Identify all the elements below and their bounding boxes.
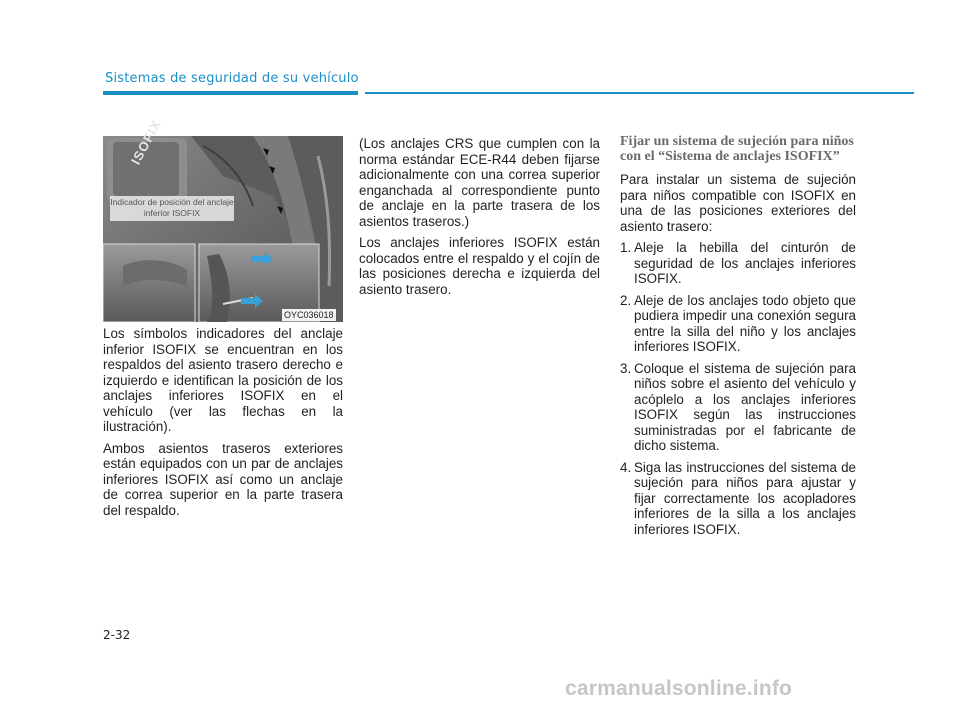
figure-callout: Indicador de posición del anclaje inferior ISOFIX bbox=[110, 196, 234, 221]
watermark: carmanualsonline.info bbox=[565, 677, 793, 700]
section-title: Sistemas de seguridad de su vehículo bbox=[105, 71, 359, 86]
step-number: 4. bbox=[620, 459, 632, 475]
step-number: 1. bbox=[620, 240, 632, 255]
step-item bbox=[620, 240, 856, 287]
paragraph: Los símbolos indicadores del anclaje inferior ISOFIX se encuentran en los respaldos del asiento trasero derecho e izquierdo e identifican la posición de los anclajes inferiores ISOFIX en el vehículo (ver las flechas en la ilustración). bbox=[103, 326, 343, 434]
instruction-steps bbox=[620, 240, 856, 537]
step-item bbox=[620, 361, 856, 454]
step-item bbox=[620, 293, 856, 355]
step-number: 2. bbox=[620, 292, 632, 308]
paragraph: Los anclajes inferiores ISOFIX están colocados entre el respaldo y el cojín de las posiciones derecha e izquierda del asiento trasero. bbox=[359, 235, 600, 297]
step-item bbox=[620, 460, 856, 538]
paragraph: (Los anclajes CRS que cumplen con la norma estándar ECE-R44 deben fijarse adicionalmente con una correa superior enganchada al correspondiente punto de anclaje en la parte trasera de los asientos traseros.) bbox=[359, 136, 600, 229]
column-1 bbox=[103, 326, 343, 524]
step-text: Aleje de los anclajes todo objeto que pudiera impedir una conexión segura entre la silla del niño y los anclajes inferiores ISOFIX. bbox=[634, 292, 856, 354]
step-text: Siga las instrucciones del sistema de sujeción para niños para ajustar y fijar correctamente los acopladores inferiores de la silla a los anclajes inferiores ISOFIX. bbox=[634, 459, 856, 537]
figure-code: OYC036018 bbox=[284, 310, 334, 320]
header-rule-thick bbox=[103, 91, 358, 95]
intro-paragraph: Para instalar un sistema de sujeción para niños compatible con ISOFIX en una de las posiciones exteriores del asiento trasero: bbox=[620, 172, 856, 234]
paragraph: Ambos asientos traseros exteriores están equipados con un par de anclajes inferiores ISOFIX así como un anclaje de correa superior en la parte trasera del respaldo. bbox=[103, 440, 343, 518]
step-text: Aleje la hebilla del cinturón de seguridad de los anclajes inferiores ISOFIX. bbox=[634, 240, 856, 286]
column-2 bbox=[359, 136, 600, 303]
column-3 bbox=[620, 134, 856, 543]
isofix-tag-label: ISOFIX bbox=[128, 117, 165, 168]
header-rule-thin bbox=[365, 92, 914, 94]
subsection-heading: Fijar un sistema de sujeción para niños con el “Sistema de anclajes ISOFIX” bbox=[620, 134, 854, 164]
step-number: 3. bbox=[620, 360, 632, 376]
page-number: 2-32 bbox=[103, 628, 131, 642]
step-text: Coloque el sistema de sujeción para niños sobre el asiento del vehículo y acóplelo a los anclajes inferiores ISOFIX según las instrucciones suministradas por el fabricante de dicho sistema. bbox=[634, 360, 856, 453]
